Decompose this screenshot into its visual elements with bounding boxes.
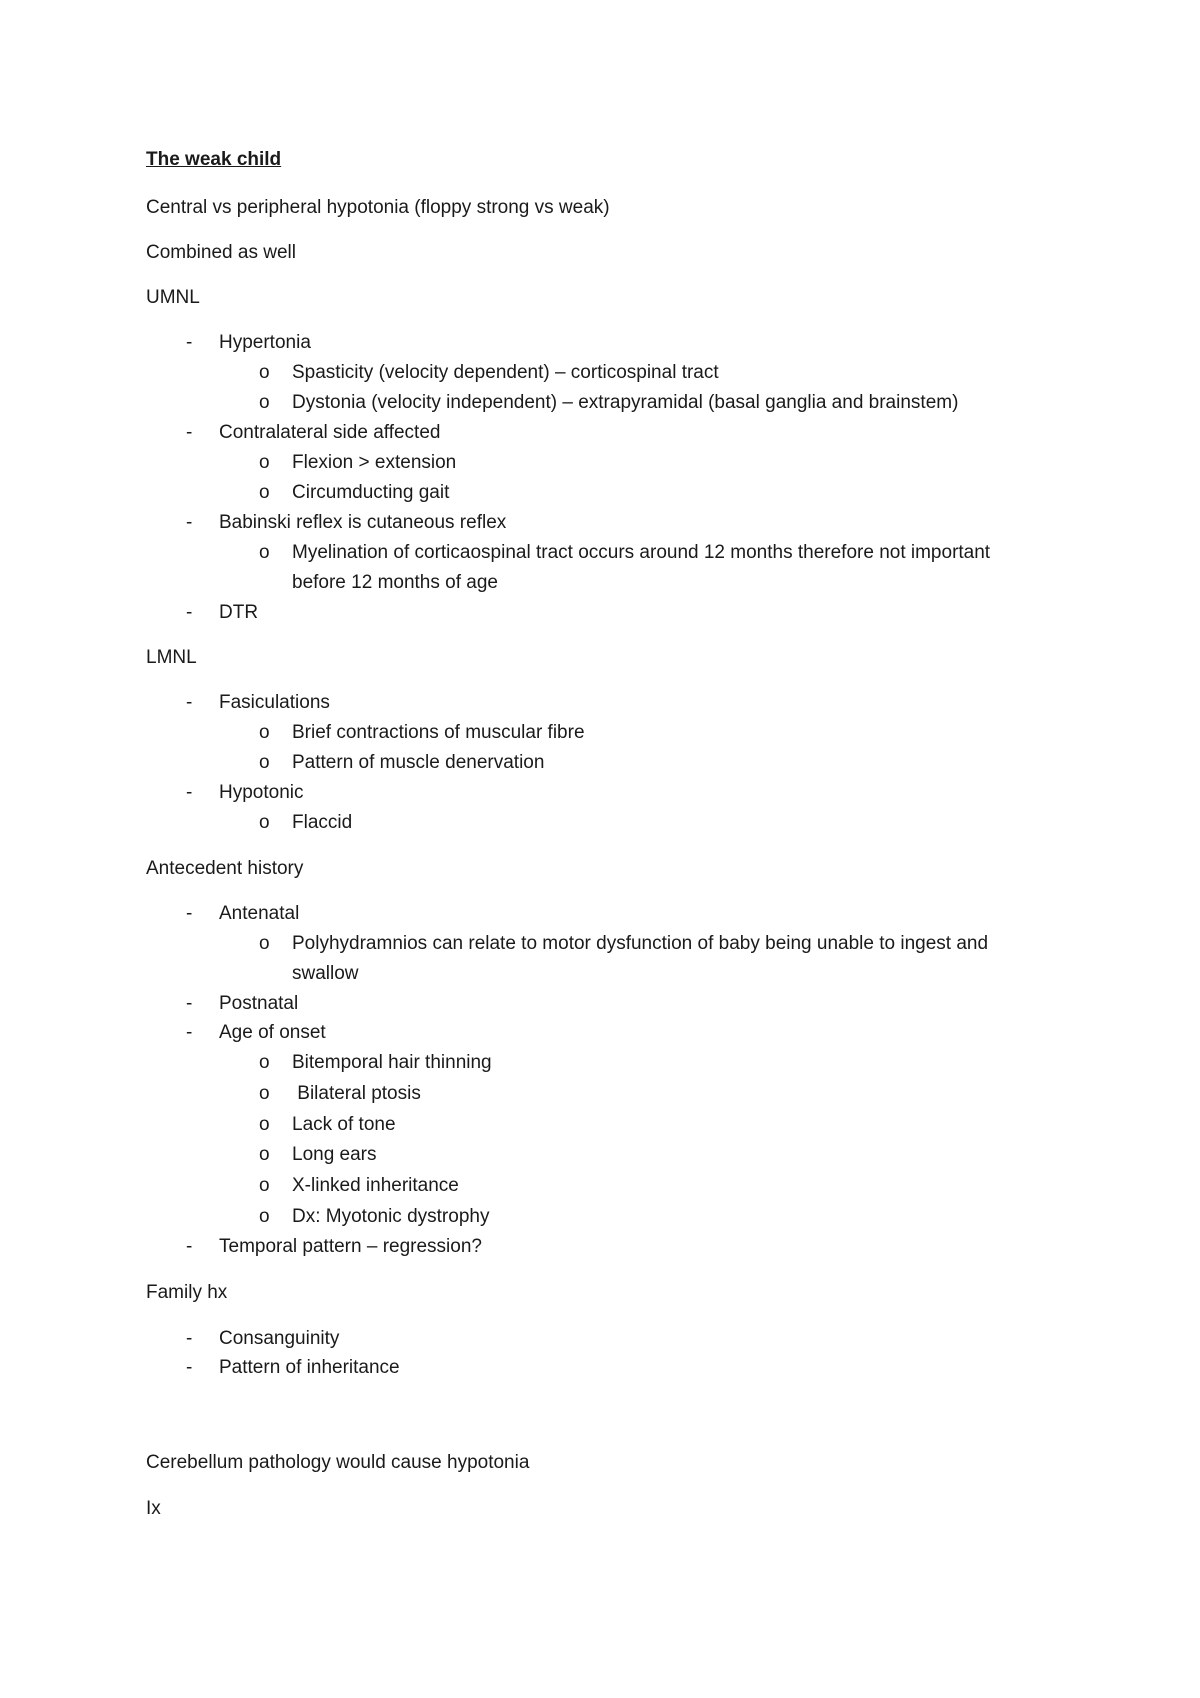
list-item-hypertonia: Hypertonia: [219, 332, 311, 353]
bullet-marker: o: [259, 1144, 270, 1165]
bullet-marker: o: [259, 362, 270, 383]
sub-item-circumducting: Circumducting gait: [292, 482, 450, 503]
bullet-marker: o: [259, 482, 270, 503]
sub-item-dystonia: Dystonia (velocity independent) – extrapyramidal (basal ganglia and brainstem): [292, 392, 959, 413]
dash-marker: -: [186, 782, 193, 803]
sub-item-polyhydramnios-cont: swallow: [292, 963, 359, 984]
bullet-marker: o: [259, 1052, 270, 1073]
list-item-pattern-of-inheritance: Pattern of inheritance: [219, 1357, 400, 1378]
bullet-marker: o: [259, 933, 270, 954]
bullet-marker: o: [259, 1206, 270, 1227]
bullet-marker: o: [259, 392, 270, 413]
list-item-temporal-pattern: Temporal pattern – regression?: [219, 1236, 482, 1257]
dash-marker: -: [186, 993, 193, 1014]
list-item-consanguinity: Consanguinity: [219, 1328, 340, 1349]
heading-ix: Ix: [146, 1498, 161, 1519]
list-item-contralateral: Contralateral side affected: [219, 422, 441, 443]
dash-marker: -: [186, 903, 193, 924]
bullet-marker: o: [259, 812, 270, 833]
paragraph-cerebellum: Cerebellum pathology would cause hypotonia: [146, 1452, 530, 1473]
list-item-age-of-onset: Age of onset: [219, 1022, 326, 1043]
document-title: The weak child: [146, 149, 282, 170]
sub-item-spasticity: Spasticity (velocity dependent) – corticospinal tract: [292, 362, 719, 383]
list-item-antenatal: Antenatal: [219, 903, 300, 924]
heading-umnl: UMNL: [146, 287, 200, 308]
dash-marker: -: [186, 692, 193, 713]
bullet-marker: o: [259, 1114, 270, 1135]
heading-antecedent-history: Antecedent history: [146, 858, 304, 879]
paragraph-combined: Combined as well: [146, 242, 296, 263]
sub-item-x-linked: X-linked inheritance: [292, 1175, 459, 1196]
dash-marker: -: [186, 422, 193, 443]
list-item-babinski: Babinski reflex is cutaneous reflex: [219, 512, 507, 533]
bullet-marker: o: [259, 452, 270, 473]
sub-item-myelination-cont: before 12 months of age: [292, 572, 498, 593]
sub-item-ptosis: Bilateral ptosis: [292, 1083, 421, 1104]
bullet-marker: o: [259, 1175, 270, 1196]
sub-item-long-ears: Long ears: [292, 1144, 377, 1165]
bullet-marker: o: [259, 722, 270, 743]
dash-marker: -: [186, 602, 193, 623]
paragraph-hypotonia-types: Central vs peripheral hypotonia (floppy strong vs weak): [146, 197, 610, 218]
sub-item-flaccid: Flaccid: [292, 812, 353, 833]
dash-marker: -: [186, 332, 193, 353]
sub-item-flexion: Flexion > extension: [292, 452, 457, 473]
list-item-fasiculations: Fasiculations: [219, 692, 330, 713]
sub-item-diagnosis: Dx: Myotonic dystrophy: [292, 1206, 490, 1227]
bullet-marker: o: [259, 542, 270, 563]
sub-item-myelination: Myelination of corticaospinal tract occurs around 12 months therefore not important: [292, 542, 991, 563]
dash-marker: -: [186, 1357, 193, 1378]
heading-lmnl: LMNL: [146, 647, 197, 668]
list-item-hypotonic: Hypotonic: [219, 782, 304, 803]
dash-marker: -: [186, 1236, 193, 1257]
list-item-dtr: DTR: [219, 602, 259, 623]
dash-marker: -: [186, 1022, 193, 1043]
sub-item-lack-of-tone: Lack of tone: [292, 1114, 396, 1135]
sub-item-polyhydramnios: Polyhydramnios can relate to motor dysfunction of baby being unable to ingest and: [292, 933, 989, 954]
bullet-marker: o: [259, 1083, 270, 1104]
dash-marker: -: [186, 1328, 193, 1349]
dash-marker: -: [186, 512, 193, 533]
sub-item-brief-contractions: Brief contractions of muscular fibre: [292, 722, 585, 743]
bullet-marker: o: [259, 752, 270, 773]
heading-family-hx: Family hx: [146, 1282, 228, 1303]
list-item-postnatal: Postnatal: [219, 993, 299, 1014]
sub-item-muscle-denervation: Pattern of muscle denervation: [292, 752, 545, 773]
sub-item-bitemporal: Bitemporal hair thinning: [292, 1052, 492, 1073]
